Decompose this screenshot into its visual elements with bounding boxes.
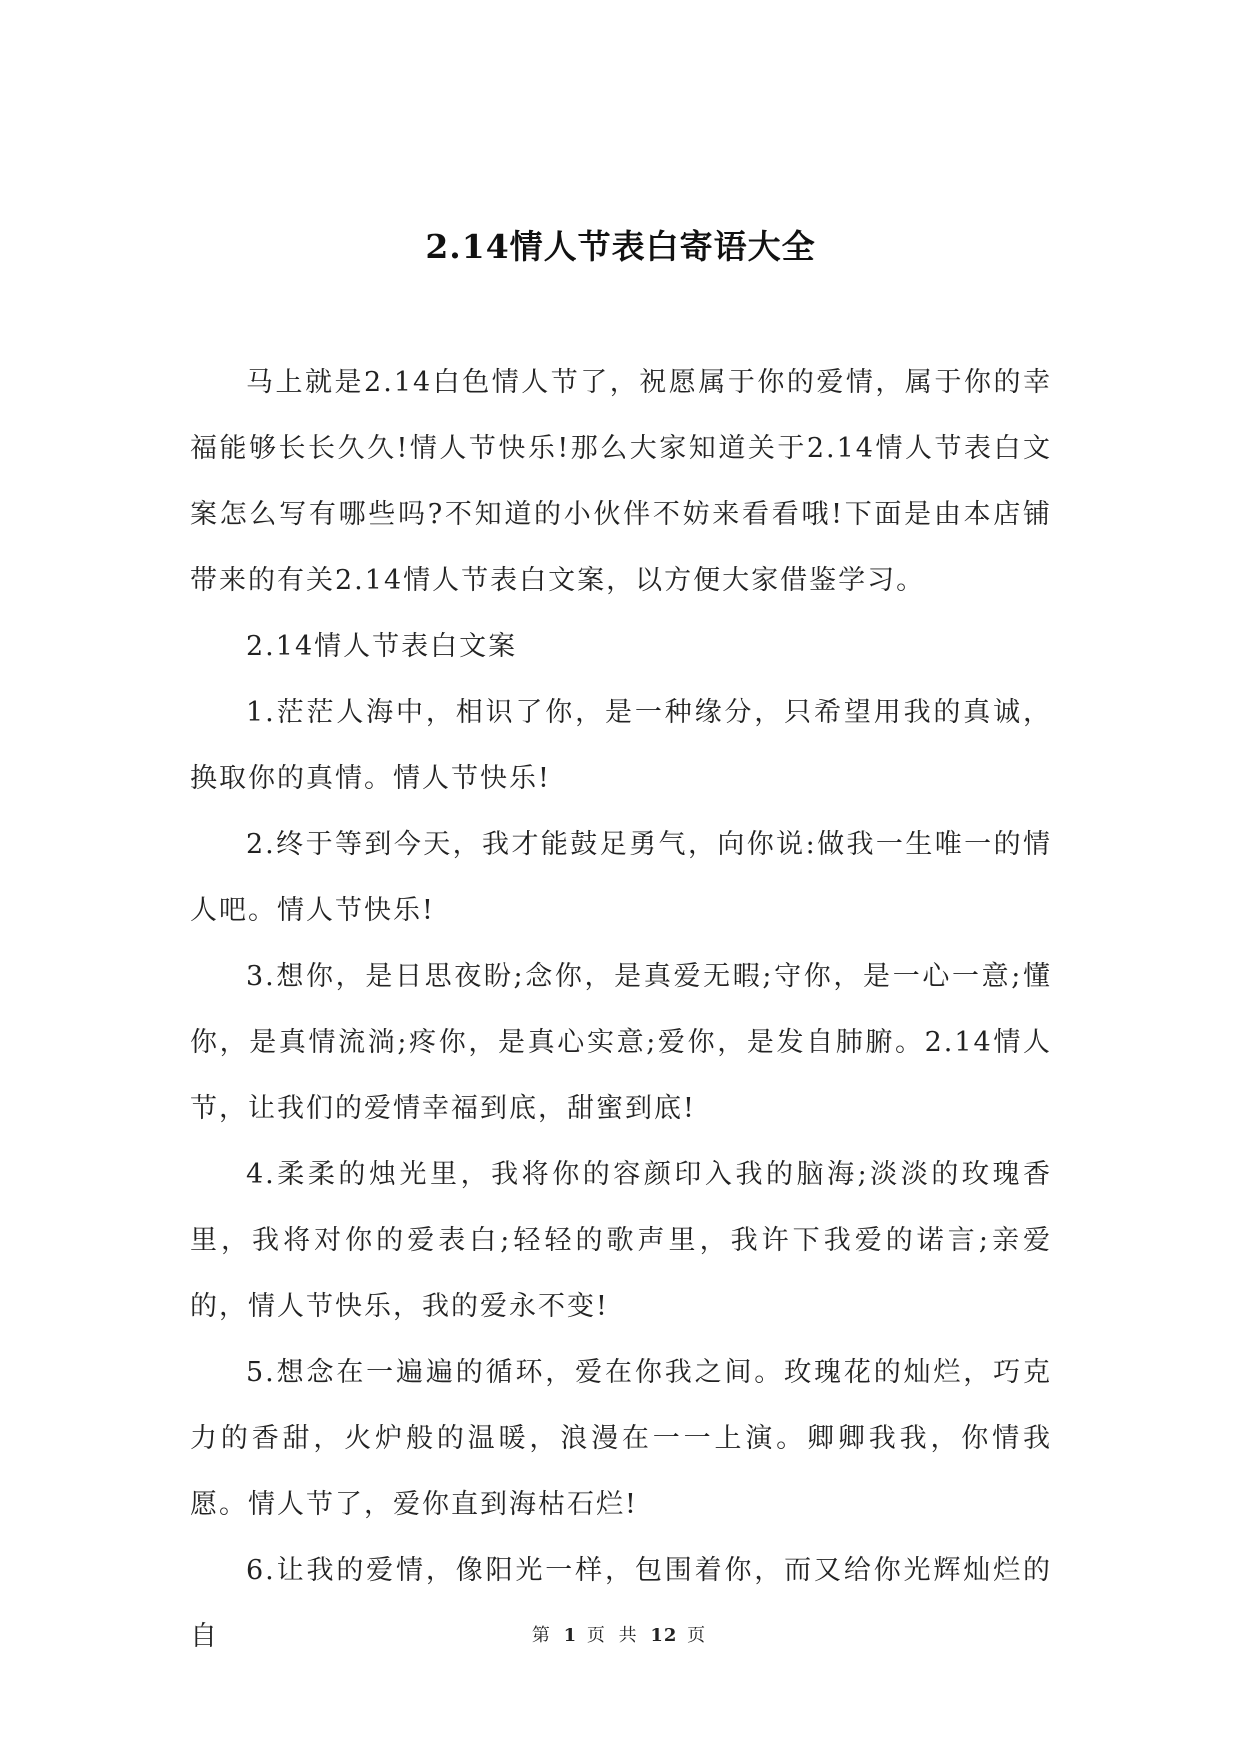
list-item: 1.茫茫人海中，相识了你，是一种缘分，只希望用我的真诚，换取你的真情。情人节快乐! [190, 697, 1052, 794]
footer-middle: 页 共 [586, 1625, 641, 1646]
current-page-number: 1 [563, 1625, 578, 1646]
list-item: 3.想你，是日思夜盼;念你，是真爱无暇;守你，是一心一意;懂你，是真情流淌;疼你，是真心实意;爱你，是发自肺腑。2.14情人节，让我们的爱情幸福到底，甜蜜到底! [190, 961, 1052, 1124]
document-title: 2.14情人节表白寄语大全 [425, 227, 816, 266]
footer-prefix: 第 [531, 1625, 554, 1646]
section-heading: 2.14情人节表白文案 [246, 631, 518, 662]
footer-suffix: 页 [687, 1625, 710, 1646]
list-item: 5.想念在一遍遍的循环，爱在你我之间。玫瑰花的灿烂，巧克力的香甜，火炉般的温暖，浪漫在一一上演。卿卿我我，你情我愿。情人节了，爱你直到海枯石烂! [190, 1357, 1052, 1520]
document-body [190, 350, 1052, 1670]
intro-paragraph: 马上就是2.14白色情人节了，祝愿属于你的爱情，属于你的幸福能够长长久久!情人节快乐!那么大家知道关于2.14情人节表白文案怎么写有哪些吗?不知道的小伙伴不妨来看看哦!下面是由本店铺带来的有关2.14情人节表白文案，以方便大家借鉴学习。 [190, 367, 1052, 596]
page-footer [0, 1624, 1241, 1648]
list-item: 6.让我的爱情，像阳光一样，包围着你，而又给你光辉灿烂的自 [190, 1555, 1052, 1652]
list-item: 2.终于等到今天，我才能鼓足勇气，向你说:做我一生唯一的情人吧。情人节快乐! [190, 829, 1052, 926]
total-pages-number: 12 [650, 1625, 678, 1646]
list-item: 4.柔柔的烛光里，我将你的容颜印入我的脑海;淡淡的玫瑰香里，我将对你的爱表白;轻轻的歌声里，我许下我爱的诺言;亲爱的，情人节快乐，我的爱永不变! [190, 1159, 1052, 1322]
